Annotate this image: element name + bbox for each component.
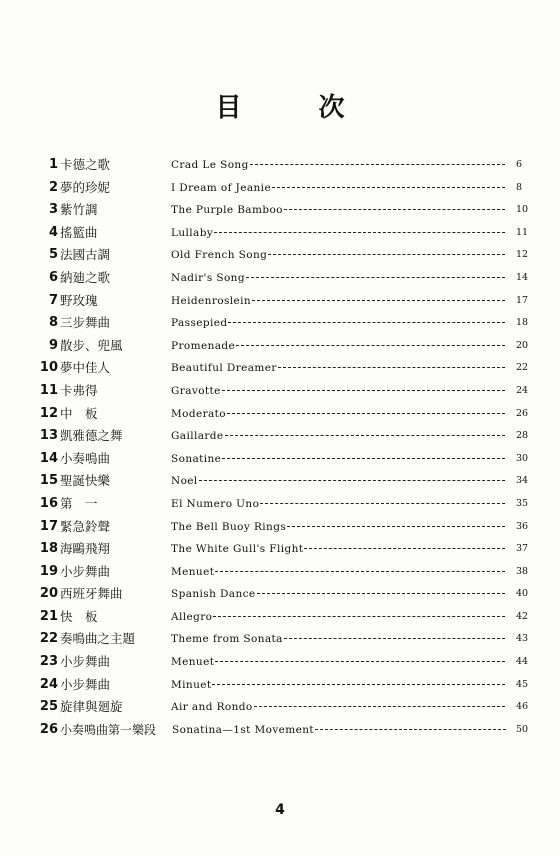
toc-entry xyxy=(0,583,560,606)
entry-english-wrap xyxy=(171,199,513,222)
entry-english-wrap xyxy=(171,606,513,629)
entry-english-title: Nadir's Song xyxy=(171,271,245,284)
entry-chinese-title: 納廸之歌 xyxy=(60,269,111,285)
entry-number: 19 xyxy=(39,563,58,579)
entry-chinese-title: 紫竹調 xyxy=(60,202,98,218)
entry-page-number: 45 xyxy=(516,678,529,690)
entry-chinese-title: 西班牙舞曲 xyxy=(60,586,123,602)
entry-chinese-title: 夢中佳人 xyxy=(60,360,111,376)
entry-chinese-title: 卡德之歌 xyxy=(60,157,111,172)
entry-number: 21 xyxy=(39,608,58,624)
toc-entry xyxy=(0,448,560,471)
toc-entry xyxy=(0,651,560,674)
page-title: 目 次 xyxy=(215,93,379,123)
entry-english-wrap xyxy=(171,538,513,561)
dot-leader xyxy=(215,570,505,572)
entry-english-wrap xyxy=(171,222,513,245)
entry-page-number: 42 xyxy=(516,610,529,622)
entry-english-title: Promenade xyxy=(171,339,236,352)
entry-english-wrap xyxy=(172,719,514,742)
entry-chinese-title: 緊急鈴聲 xyxy=(60,518,111,534)
dot-leader xyxy=(214,231,505,233)
entry-english-title: Moderato xyxy=(171,407,227,420)
entry-english-wrap xyxy=(171,470,513,493)
entry-chinese-title: 散步、兜風 xyxy=(60,337,123,353)
entry-chinese-title: 小奏鳴曲 xyxy=(60,450,111,466)
entry-page-number: 26 xyxy=(516,407,529,419)
entry-english-title: Noel xyxy=(171,475,198,488)
entry-number: 3 xyxy=(48,202,58,218)
toc-entry xyxy=(0,177,560,200)
toc-entry xyxy=(0,199,560,222)
entry-page-number: 46 xyxy=(516,701,529,713)
entry-english-title: El Numero Uno xyxy=(171,497,260,510)
entry-english-wrap xyxy=(171,561,513,584)
dot-leader xyxy=(315,728,506,730)
toc-entry xyxy=(0,380,560,403)
toc-entry xyxy=(0,561,560,584)
entry-english-wrap xyxy=(171,154,513,177)
entry-chinese-title: 小步舞曲 xyxy=(60,676,111,692)
entry-english-title: The Purple Bamboo xyxy=(171,204,283,217)
entry-number: 23 xyxy=(39,654,58,670)
toc-entry xyxy=(0,470,560,493)
dot-leader xyxy=(252,299,505,301)
entry-number: 4 xyxy=(48,224,58,240)
entry-number: 18 xyxy=(39,541,58,557)
dot-leader xyxy=(213,615,505,617)
entry-english-title: The White Gull's Flight xyxy=(171,543,304,556)
dot-leader xyxy=(215,660,505,662)
dot-leader xyxy=(225,434,505,436)
entry-number: 26 xyxy=(39,721,58,737)
entry-page-number: 8 xyxy=(516,181,523,193)
entry-english-title: Menuet xyxy=(171,656,215,669)
entry-english-wrap xyxy=(171,696,513,719)
toc-entry xyxy=(0,357,560,380)
dot-leader xyxy=(278,366,505,368)
dot-leader xyxy=(284,208,505,210)
entry-number: 2 xyxy=(48,179,58,195)
dot-leader xyxy=(212,683,505,685)
toc-entry xyxy=(0,674,560,697)
entry-english-title: Passepied xyxy=(171,317,228,330)
entry-chinese-title: 小步舞曲 xyxy=(60,654,111,670)
entry-chinese-title: 旋律與廻旋 xyxy=(60,699,123,715)
dot-leader xyxy=(222,457,505,459)
dot-leader xyxy=(236,344,505,346)
dot-leader xyxy=(199,479,505,481)
entry-number: 22 xyxy=(39,631,58,647)
toc-entry xyxy=(0,335,560,358)
entry-chinese-title: 第 一 xyxy=(60,495,98,511)
entry-number: 8 xyxy=(48,315,58,331)
entry-english-wrap xyxy=(171,290,513,313)
toc-entry xyxy=(0,425,560,448)
dot-leader xyxy=(250,163,505,165)
entry-chinese-title: 快 板 xyxy=(60,608,98,624)
entry-english-wrap xyxy=(171,267,513,290)
entry-english-wrap xyxy=(171,357,513,380)
entry-page-number: 12 xyxy=(516,249,529,261)
entry-chinese-title: 海鷗飛翔 xyxy=(60,541,111,557)
entry-english-wrap xyxy=(171,628,513,651)
entry-page-number: 50 xyxy=(516,723,529,735)
entry-page-number: 18 xyxy=(516,317,529,329)
entry-english-title: Menuet xyxy=(171,565,215,578)
entry-chinese-title: 小步舞曲 xyxy=(60,563,111,579)
entry-number: 10 xyxy=(39,360,58,376)
entry-english-title: I Dream of Jeanie xyxy=(171,181,272,194)
entry-number: 1 xyxy=(48,157,58,172)
entry-chinese-title: 野玫瑰 xyxy=(60,292,98,308)
entry-english-wrap xyxy=(171,674,513,697)
entry-english-wrap xyxy=(171,380,513,403)
entry-chinese-title: 三步舞曲 xyxy=(60,315,111,331)
entry-number: 14 xyxy=(39,450,58,466)
entry-page-number: 28 xyxy=(516,430,529,442)
dot-leader xyxy=(287,525,505,527)
entry-page-number: 43 xyxy=(516,633,529,645)
entry-chinese-title: 凱雅德之舞 xyxy=(60,428,123,444)
entry-chinese-title: 搖籃曲 xyxy=(60,224,98,240)
entry-page-number: 44 xyxy=(516,656,529,668)
toc-entry xyxy=(0,606,560,629)
entry-page-number: 17 xyxy=(516,294,529,306)
toc-entry xyxy=(0,290,560,313)
entry-english-wrap xyxy=(171,448,513,471)
entry-english-title: Sonatina—1st Movement xyxy=(172,723,315,736)
entry-english-title: Old French Song xyxy=(171,249,268,262)
entry-english-title: Beautiful Dreamer xyxy=(171,362,277,375)
entry-english-wrap xyxy=(171,583,513,606)
entry-number: 20 xyxy=(39,586,58,602)
entry-english-title: Allegro xyxy=(171,610,213,623)
toc-entry xyxy=(0,538,560,561)
entry-chinese-title: 卡弗得 xyxy=(60,382,98,398)
toc-entry xyxy=(0,312,560,335)
entry-english-wrap xyxy=(171,493,513,516)
entry-english-title: The Bell Buoy Rings xyxy=(171,520,287,533)
entry-page-number: 35 xyxy=(516,497,529,509)
dot-leader xyxy=(304,547,505,549)
page-number: 4 xyxy=(275,802,285,818)
entry-number: 9 xyxy=(48,337,58,353)
entry-page-number: 34 xyxy=(516,475,529,487)
entry-english-title: Gaillarde xyxy=(171,430,224,443)
entry-page-number: 30 xyxy=(516,452,529,464)
entry-number: 25 xyxy=(39,699,58,715)
dot-leader xyxy=(272,186,505,188)
entry-page-number: 24 xyxy=(516,384,529,396)
entry-number: 13 xyxy=(39,428,58,444)
entry-page-number: 6 xyxy=(516,159,523,170)
table-of-contents xyxy=(0,154,560,741)
entry-english-title: Theme from Sonata xyxy=(171,633,283,646)
dot-leader xyxy=(222,389,505,391)
entry-page-number: 37 xyxy=(516,543,529,555)
dot-leader xyxy=(268,253,505,255)
entry-number: 16 xyxy=(39,495,58,511)
entry-english-title: Lullaby xyxy=(171,226,214,239)
entry-number: 6 xyxy=(48,269,58,285)
entry-page-number: 36 xyxy=(516,520,529,532)
toc-entry xyxy=(0,154,560,177)
entry-page-number: 10 xyxy=(516,204,529,216)
entry-english-wrap xyxy=(171,516,513,539)
entry-page-number: 38 xyxy=(516,565,529,577)
entry-english-wrap xyxy=(171,403,513,426)
toc-entry xyxy=(0,403,560,426)
dot-leader xyxy=(284,637,505,639)
toc-entry xyxy=(0,516,560,539)
entry-number: 17 xyxy=(39,518,58,534)
toc-entry xyxy=(0,267,560,290)
entry-english-wrap xyxy=(171,177,513,200)
entry-english-title: Sonatine xyxy=(171,452,222,465)
toc-entry xyxy=(0,719,560,742)
entry-number: 5 xyxy=(48,247,58,263)
entry-english-wrap xyxy=(171,335,513,358)
entry-english-wrap xyxy=(171,651,513,674)
entry-number: 7 xyxy=(48,292,58,308)
entry-chinese-title: 小奏鳴曲第一樂段 xyxy=(60,722,157,737)
dot-leader xyxy=(228,321,505,323)
dot-leader xyxy=(257,592,505,594)
toc-entry xyxy=(0,628,560,651)
entry-chinese-title: 聖誕快樂 xyxy=(60,473,111,489)
entry-english-title: Heidenroslein xyxy=(171,294,252,307)
entry-number: 24 xyxy=(39,676,58,692)
toc-entry xyxy=(0,696,560,719)
entry-chinese-title: 夢的珍妮 xyxy=(60,179,111,195)
entry-page-number: 11 xyxy=(516,226,529,238)
entry-english-title: Gravotte xyxy=(171,384,221,397)
entry-page-number: 22 xyxy=(516,362,529,374)
entry-chinese-title: 中 板 xyxy=(60,405,98,421)
dot-leader xyxy=(260,502,505,504)
dot-leader xyxy=(246,276,505,278)
entry-chinese-title: 法國古調 xyxy=(60,247,111,263)
entry-number: 12 xyxy=(39,405,58,421)
entry-number: 15 xyxy=(39,473,58,489)
dot-leader xyxy=(227,412,505,414)
entry-number: 11 xyxy=(39,382,58,398)
entry-english-title: Air and Rondo xyxy=(171,701,253,714)
entry-english-wrap xyxy=(171,244,513,267)
entry-english-title: Minuet xyxy=(171,678,212,691)
toc-entry xyxy=(0,222,560,245)
dot-leader xyxy=(254,705,505,707)
toc-entry xyxy=(0,244,560,267)
entry-english-title: Crad Le Song xyxy=(171,159,249,171)
entry-chinese-title: 奏鳴曲之主題 xyxy=(60,631,136,647)
entry-english-title: Spanish Dance xyxy=(171,588,256,601)
entry-page-number: 20 xyxy=(516,339,529,351)
toc-entry xyxy=(0,493,560,516)
entry-page-number: 40 xyxy=(516,588,529,600)
entry-english-wrap xyxy=(171,425,513,448)
entry-page-number: 14 xyxy=(516,271,529,283)
entry-english-wrap xyxy=(171,312,513,335)
